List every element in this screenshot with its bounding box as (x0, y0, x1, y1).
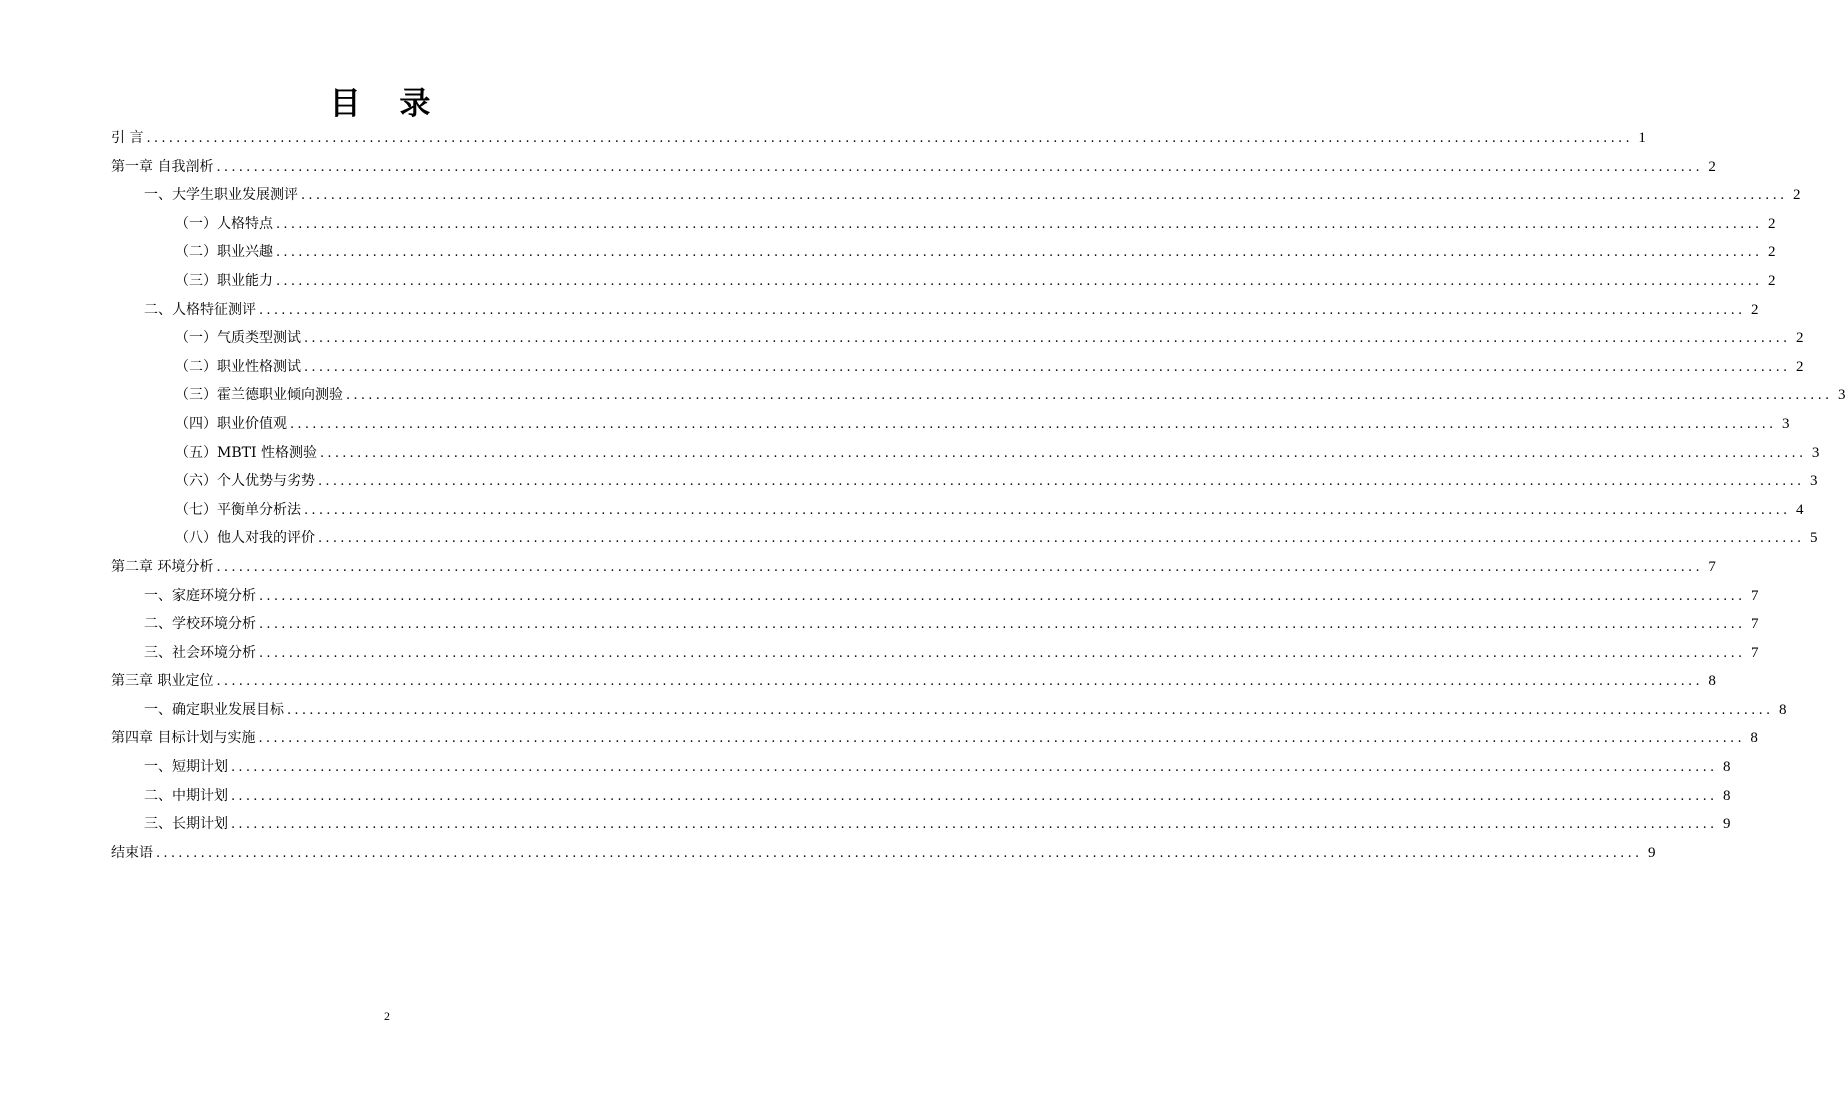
toc-entry-page: 2 (1767, 215, 1776, 232)
toc-entry-label: （八）他人对我的评价 (175, 530, 315, 547)
toc-entry-4-1[interactable] (111, 753, 1731, 782)
toc-dot-leader: ........................................................................................................................................................................................................ (156, 845, 1643, 861)
toc-entry-label: 引 言 (111, 130, 144, 146)
toc-dot-leader: ........................................................................................................................................................................................................ (231, 760, 1718, 776)
toc-entry-page: 3 (1837, 387, 1845, 404)
toc-entry-2-3[interactable] (111, 639, 1759, 668)
toc-entry-chapter-3[interactable] (111, 667, 1716, 696)
toc-entry-label: 三、长期计划 (144, 816, 228, 833)
toc-entry-label: （五）MBTI 性格测验 (175, 444, 317, 461)
toc-entry-1-2[interactable] (111, 296, 1759, 325)
toc-entry-page: 4 (1795, 501, 1804, 518)
toc-title: 目 录 (329, 86, 445, 122)
toc-entry-label: （六）个人优势与劣势 (175, 473, 315, 490)
toc-entry-label: （一）气质类型测试 (175, 330, 301, 347)
toc-entry-4-3[interactable] (111, 810, 1731, 839)
toc-entry-page: 2 (1795, 358, 1804, 375)
toc-entry-label: （七）平衡单分析法 (175, 501, 301, 518)
toc-entry-label: 第四章 目标计划与实施 (111, 730, 256, 747)
toc-entry-page: 8 (1750, 730, 1758, 747)
toc-entry-page: 2 (1792, 187, 1801, 204)
toc-entry-page: 2 (1767, 272, 1776, 289)
toc-entry-chapter-4[interactable] (111, 724, 1758, 753)
toc-entry-page: 2 (1750, 301, 1759, 318)
toc-dot-leader: ........................................................................................................................................................................................................ (259, 617, 1746, 633)
toc-entry-2-2[interactable] (111, 610, 1759, 639)
toc-dot-leader: ........................................................................................................................................................................................................ (276, 216, 1763, 232)
toc-entry-page: 7 (1708, 558, 1716, 575)
toc-entry-1-2-1[interactable] (111, 324, 1804, 353)
toc-entry-page: 9 (1647, 844, 1656, 861)
toc-entry-page: 2 (1795, 330, 1804, 347)
toc-entry-page: 8 (1778, 701, 1787, 718)
toc-entry-1-1-1[interactable] (111, 210, 1776, 239)
toc-entry-label: 一、大学生职业发展测评 (144, 187, 298, 204)
toc-entry-2-1[interactable] (111, 582, 1759, 611)
toc-entry-1-2-7[interactable] (111, 496, 1804, 525)
toc-entry-label: 二、中期计划 (144, 787, 228, 804)
toc-entry-1-2-3[interactable] (111, 381, 1845, 410)
toc-entry-introduction[interactable] (111, 124, 1646, 153)
toc-entry-page: 7 (1750, 644, 1759, 661)
toc-entry-page: 3 (1781, 415, 1790, 432)
toc-entry-chapter-2[interactable] (111, 553, 1716, 582)
toc-entry-page: 8 (1722, 759, 1731, 776)
toc-entry-label: 结束语 (111, 844, 153, 861)
toc-entry-conclusion[interactable] (111, 839, 1656, 868)
toc-entry-label: （二）职业兴趣 (175, 244, 273, 261)
toc-dot-leader: ........................................................................................................................................................................................................ (304, 331, 1791, 347)
toc-entry-label: 第二章 环境分析 (111, 558, 214, 575)
toc-entry-page: 3 (1811, 444, 1820, 461)
toc-entry-label: 一、确定职业发展目标 (144, 701, 284, 718)
toc-entry-1-1-3[interactable] (111, 267, 1776, 296)
toc-dot-leader: ........................................................................................................................................................................................................ (259, 588, 1746, 604)
toc-entry-1-1-2[interactable] (111, 238, 1776, 267)
toc-entry-3-1[interactable] (111, 696, 1787, 725)
toc-entry-label: 二、学校环境分析 (144, 616, 256, 633)
toc-entry-label: （二）职业性格测试 (175, 358, 301, 375)
toc-dot-leader: ........................................................................................................................................................................................................ (304, 502, 1791, 518)
toc-entry-1-2-8[interactable] (111, 524, 1818, 553)
toc-dot-leader: ........................................................................................................................................................................................................ (259, 302, 1746, 318)
toc-dot-leader: ........................................................................................................................................................................................................ (287, 702, 1774, 718)
toc-entry-page: 8 (1722, 787, 1731, 804)
toc-entry-label: 一、家庭环境分析 (144, 587, 256, 604)
toc-entry-label: （三）职业能力 (175, 272, 273, 289)
toc-entry-page: 8 (1708, 673, 1716, 690)
toc-entry-page: 3 (1809, 473, 1818, 490)
toc-dot-leader: ........................................................................................................................................................................................................ (319, 445, 1807, 461)
page-number: 2 (384, 1009, 390, 1023)
toc-dot-leader: ........................................................................................................................................................................................................ (146, 131, 1633, 146)
toc-dot-leader: ........................................................................................................................................................................................................ (301, 188, 1788, 204)
toc-entry-1-2-6[interactable] (111, 467, 1818, 496)
toc-dot-leader: ........................................................................................................................................................................................................ (231, 817, 1718, 833)
toc-dot-leader: ........................................................................................................................................................................................................ (231, 788, 1718, 804)
toc-entry-label: （三）霍兰德职业倾向测验 (175, 387, 343, 404)
toc-entry-label: （四）职业价值观 (175, 415, 287, 432)
toc-entry-page: 9 (1722, 816, 1731, 833)
toc-entry-1-2-4[interactable] (111, 410, 1790, 439)
toc-dot-leader: ........................................................................................................................................................................................................ (216, 159, 1703, 175)
toc-entry-1-1[interactable] (111, 181, 1801, 210)
toc-entry-chapter-1[interactable] (111, 153, 1716, 182)
toc-entry-label: 第一章 自我剖析 (111, 158, 214, 175)
toc-entry-page: 5 (1809, 530, 1818, 547)
toc-entry-page: 2 (1708, 158, 1716, 175)
toc-entry-label: 三、社会环境分析 (144, 644, 256, 661)
toc-entry-1-2-5[interactable] (111, 439, 1820, 468)
toc-dot-leader: ........................................................................................................................................................................................................ (216, 674, 1703, 690)
toc-entry-label: 第三章 职业定位 (111, 673, 214, 690)
toc-entry-label: （一）人格特点 (175, 215, 273, 232)
toc-entry-page: 7 (1750, 587, 1759, 604)
toc-dot-leader: ........................................................................................................................................................................................................ (276, 245, 1763, 261)
toc-dot-leader: ........................................................................................................................................................................................................ (258, 731, 1745, 747)
toc-dot-leader: ........................................................................................................................................................................................................ (290, 416, 1777, 432)
toc-entry-label: 二、人格特征测评 (144, 301, 256, 318)
toc-dot-leader: ........................................................................................................................................................................................................ (216, 559, 1703, 575)
toc-entry-page: 1 (1638, 130, 1646, 146)
toc-entry-4-2[interactable] (111, 782, 1731, 811)
toc-dot-leader: ........................................................................................................................................................................................................ (346, 388, 1833, 404)
toc-entry-page: 7 (1750, 616, 1759, 633)
toc-entry-label: 一、短期计划 (144, 759, 228, 776)
toc-entry-1-2-2[interactable] (111, 353, 1804, 382)
toc-dot-leader: ........................................................................................................................................................................................................ (304, 359, 1791, 375)
toc-dot-leader: ........................................................................................................................................................................................................ (259, 645, 1746, 661)
toc-list (111, 124, 1845, 867)
toc-dot-leader: ........................................................................................................................................................................................................ (318, 474, 1805, 490)
toc-entry-page: 2 (1767, 244, 1776, 261)
toc-dot-leader: ........................................................................................................................................................................................................ (276, 273, 1763, 289)
toc-dot-leader: ........................................................................................................................................................................................................ (318, 531, 1805, 547)
